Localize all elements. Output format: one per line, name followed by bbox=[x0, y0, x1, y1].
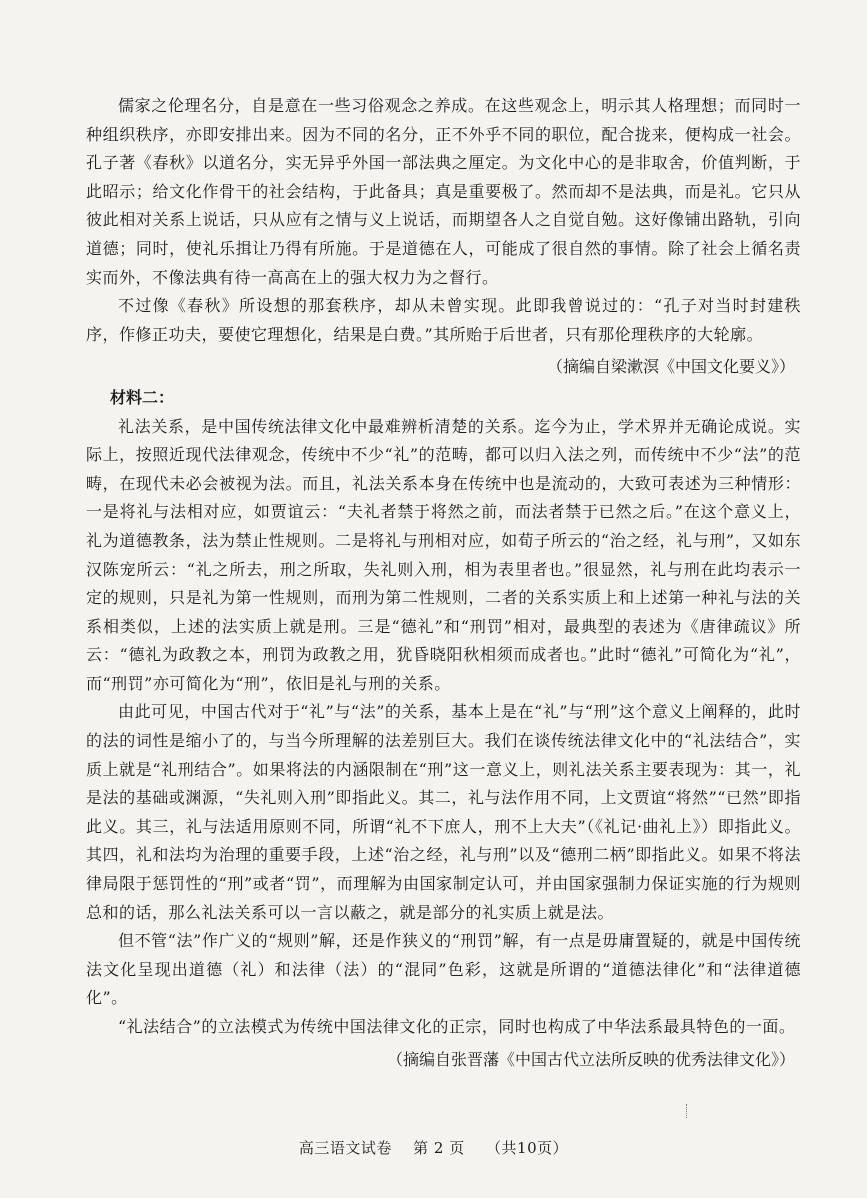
paragraph: 由此可见，中国古代对于“礼”与“法”的关系，基本上是在“礼”与“刑”这个意义上阐释的，此时的法的词性是缩小了的，与当今所理解的法差别巨大。我们在谈传统法律文化中的“礼法结合”，实质上就是“礼刑结合”。如果将法的内涵限制在“刑”这一意义上，则礼法关系主要表现为：其一，礼是法的基础或渊源，“失礼则入刑”即指此义。其二，礼与法作用不同，上文贾谊“将然”“已然”即指此义。其三，礼与法适用原则不同，所谓“礼不下庶人，刑不上大夫”（《礼记·曲礼上》）即指此义。其四，礼和法均为治理的重要手段，上述“治之经，礼与刑”以及“德刑二柄”即指此义。如果不将法律局限于惩罚性的“刑”或者“罚”，而理解为由国家制定认可，并由国家强制力保证实施的行为规则总和的话，那么礼法关系可以一言以蔽之，就是部分的礼实质上就是法。 bbox=[86, 702, 801, 922]
footer-page-number: 第 2 页 bbox=[413, 1139, 465, 1157]
paragraph: 礼法关系，是中国传统法律文化中最难辨析清楚的关系。迄今为止，学术界并无确论成说。实际上，按照近现代法律观念，传统中不少“礼”的范畴，都可以归入法之列，而传统中不少“法”的范畴，在现代未必会被视为法。而且，礼法关系本身在传统中也是流动的，大致可表述为三种情形：一是将礼与法相对应，如贾谊云：“夫礼者禁于将然之前，而法者禁于已然之后。”在这个意义上，礼为道德教条，法为禁止性规则。二是将礼与刑相对应，如荀子所云的“治之经，礼与刑”，又如东汉陈宠所云：“礼之所去，刑之所取，失礼则入刑，相为表里者也。”很显然，礼与刑在此均表示一定的规则，只是礼为第一性规则，而刑为第二性规则，二者的关系实质上和上述第一种礼与法的关系相类似，上述的法实质上就是刑。三是“德礼”和“刑罚”相对，最典型的表述为《唐律疏议》所云：“德礼为政教之本，刑罚为政教之用，犹昏晓阳秋相须而成者也。”此时“德礼”可简化为“礼”，而“刑罚”亦可简化为“刑”，依旧是礼与刑的关系。 bbox=[86, 416, 801, 693]
scan-speck bbox=[686, 1104, 689, 1118]
material-one bbox=[86, 92, 801, 382]
material-two bbox=[86, 384, 801, 1074]
footer-exam-title: 高三语文试卷 bbox=[298, 1139, 392, 1157]
paragraph: 不过像《春秋》所设想的那套秩序，却从未曾实现。此即我曾说过的：“孔子对当时封建秩序，作修正功夫，要使它理想化，结果是白费。”其所贻于后世者，只有那伦理秩序的大轮廓。 bbox=[86, 296, 801, 344]
paragraph: 但不管“法”作广义的“规则”解，还是作狭义的“刑罚”解，有一点是毋庸置疑的，就是中国传统法文化呈现出道德（礼）和法律（法）的“混同”色彩，这就是所谓的“道德法律化”和“法律道德化”。 bbox=[86, 931, 801, 1008]
section-heading: 材料二： bbox=[110, 387, 175, 407]
page-footer bbox=[0, 1137, 867, 1158]
paragraph: 儒家之伦理名分，自是意在一些习俗观念之养成。在这些观念上，明示其人格理想；而同时一种组织秩序，亦即安排出来。因为不同的名分，正不外乎不同的职位，配合拢来，便构成一社会。孔子著《春秋》以道名分，实无异乎外国一部法典之厘定。为文化中心的是非取舍，价值判断，于此昭示；给文化作骨干的社会结构，于此备具；真是重要极了。然而却不是法典，而是礼。它只从彼此相对关系上说话，只从应有之情与义上说话，而期望各人之自觉自勉。这好像铺出路轨，引向道德；同时，使礼乐揖让乃得有所施。于是道德在人，可能成了很自然的事情。除了社会上循名责实而外，不像法典有待一高高在上的强大权力为之督行。 bbox=[86, 96, 801, 287]
source-citation: （摘编自张晋藩《中国古代立法所反映的优秀法律文化》） bbox=[386, 1049, 795, 1069]
footer-total-pages: （共10页） bbox=[486, 1139, 569, 1157]
paragraph: “礼法结合”的立法模式为传统中国法律文化的正宗，同时也构成了中华法系最具特色的一面。 bbox=[118, 1017, 796, 1036]
source-citation: （摘编自梁漱溟《中国文化要义》） bbox=[546, 357, 795, 377]
